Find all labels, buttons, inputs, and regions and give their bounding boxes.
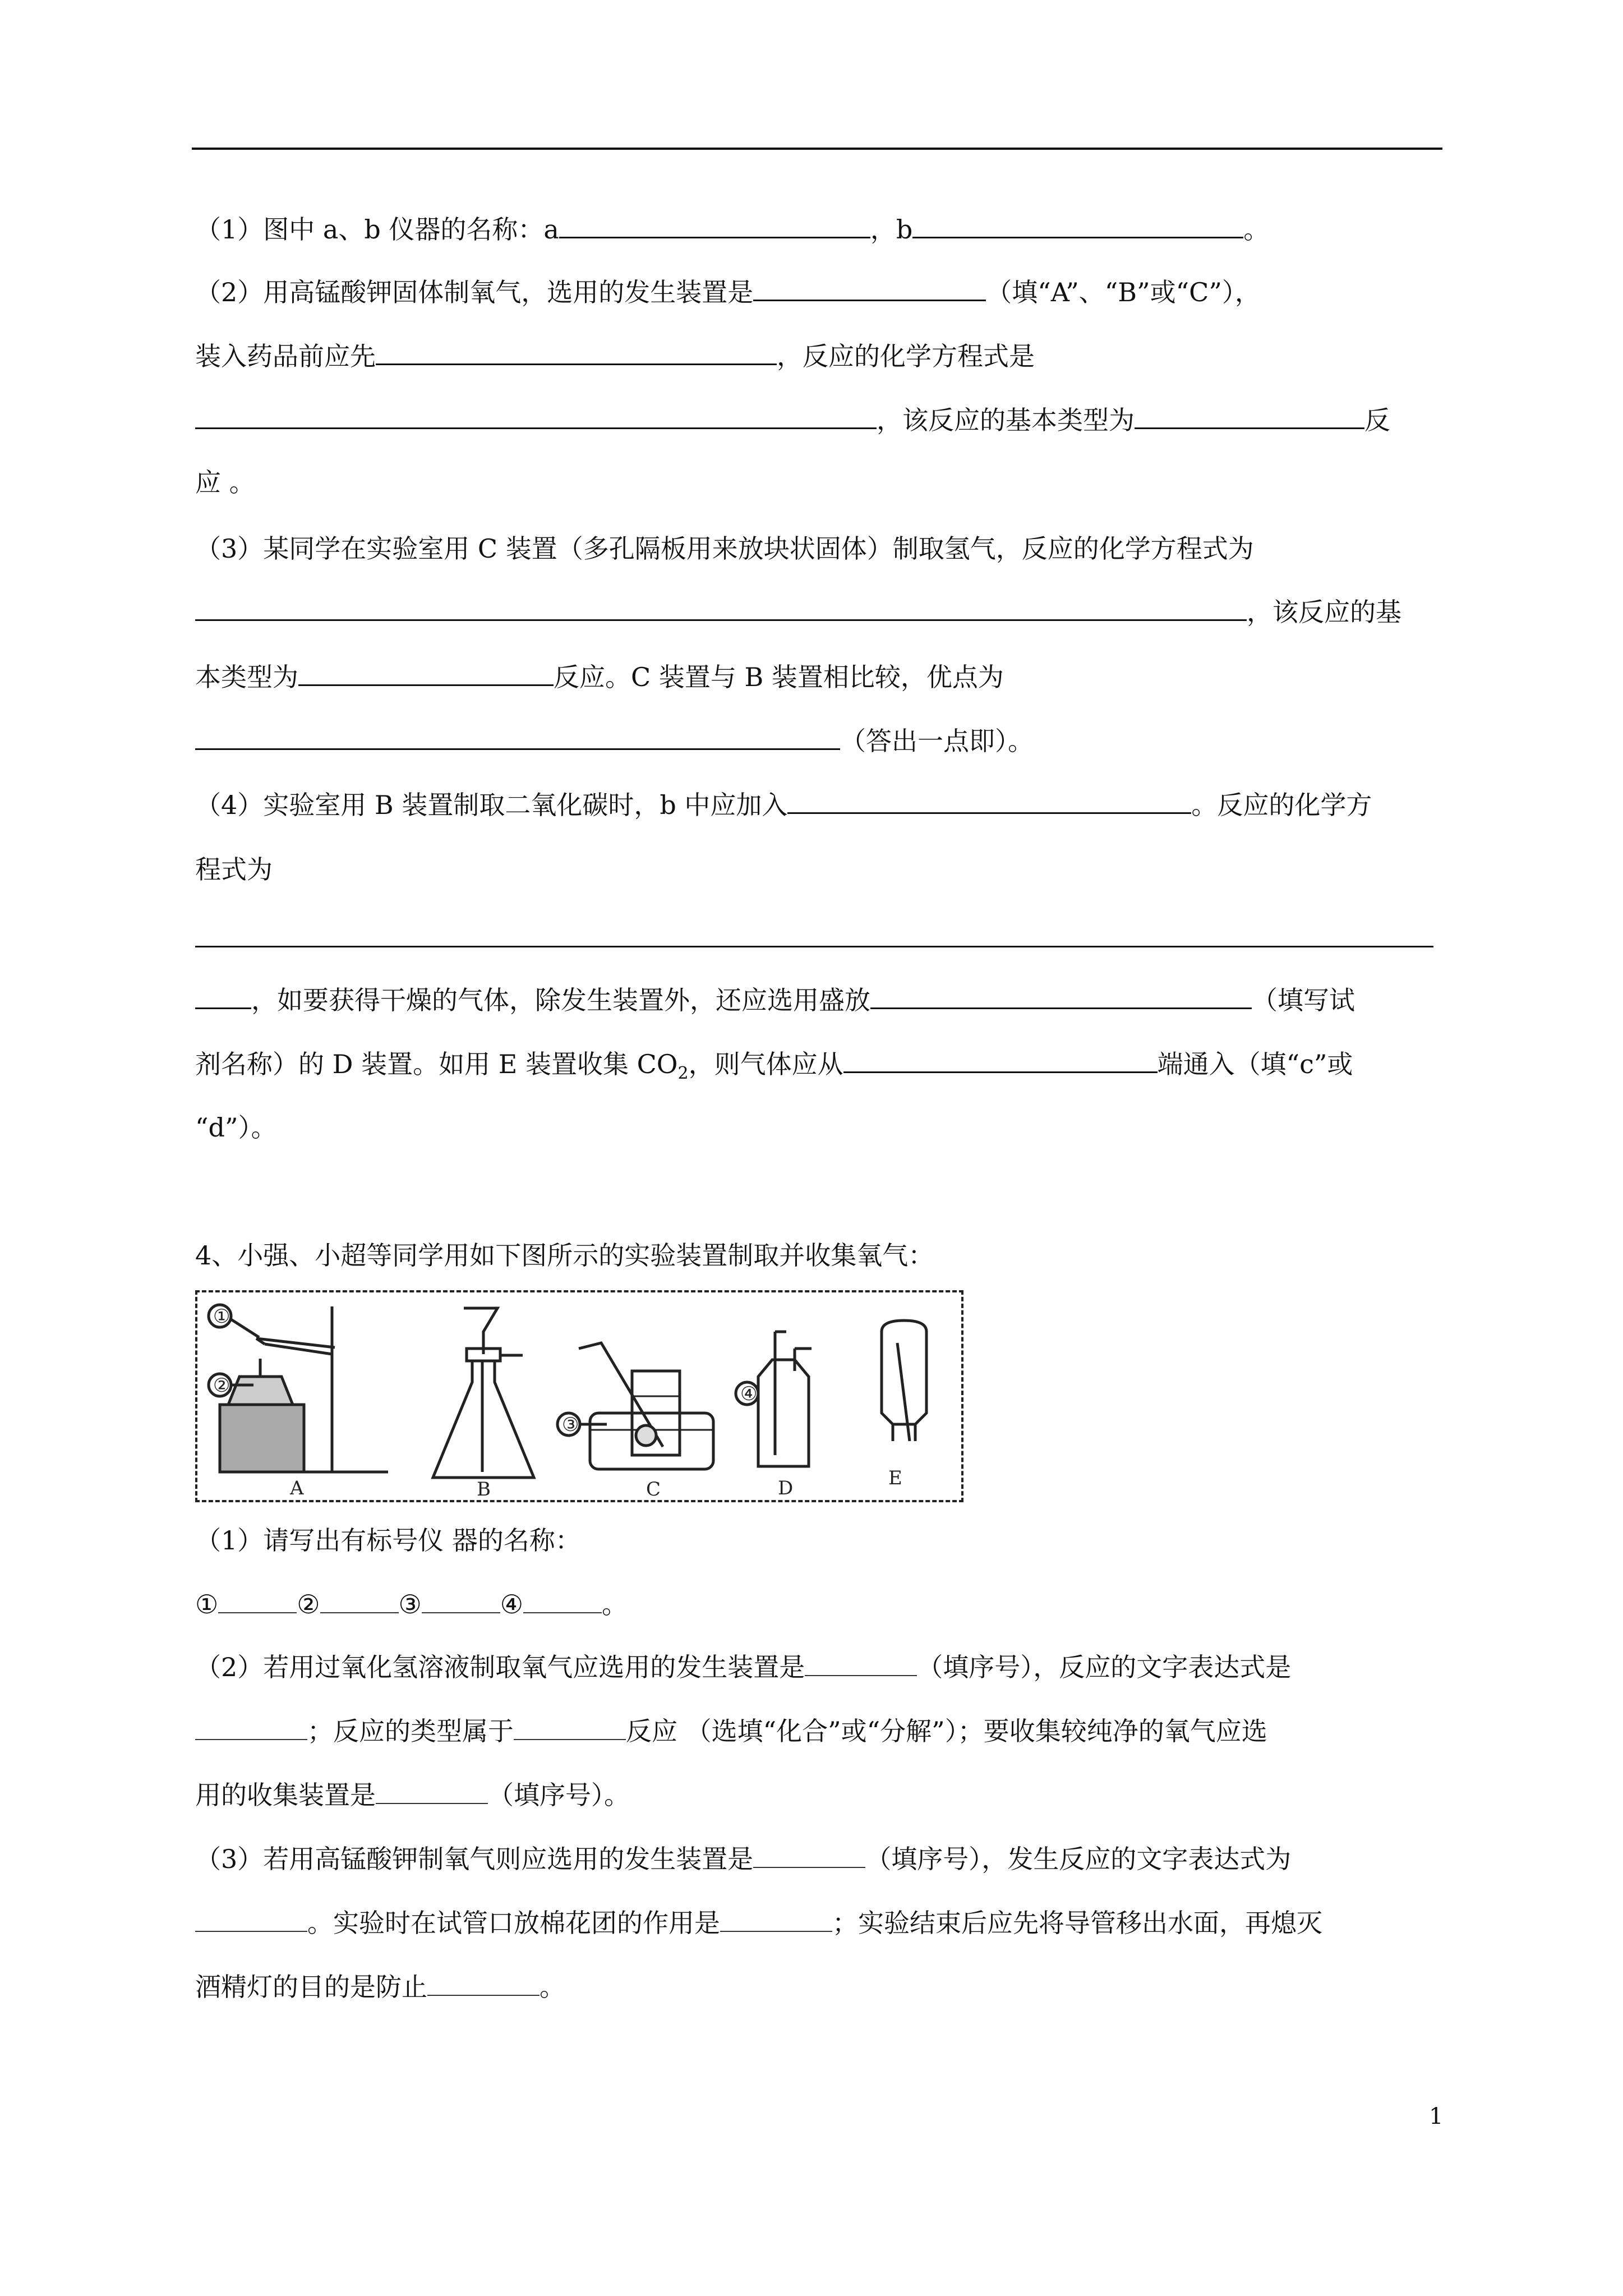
q3-part2-line1 <box>195 275 1261 309</box>
q4-part2-text-e: 用的收集装置是 <box>195 1780 376 1810</box>
answer-blank-b-content[interactable] <box>787 788 1191 814</box>
q3-part3-text-b: ，该反应的基 <box>1247 597 1401 627</box>
answer-blank-equation-3[interactable] <box>195 946 1433 947</box>
co2-subscript: 2 <box>677 1064 689 1084</box>
q3-part3-line4 <box>195 724 1034 758</box>
q3-part4-line5 <box>195 1111 276 1144</box>
q3-part3-text-d: 反应。C 装置与 B 装置相比较，优点为 <box>554 662 1004 692</box>
q4-part3-line2 <box>195 1906 1322 1940</box>
circle-num-2: ② <box>297 1589 320 1619</box>
q3-part3-line2 <box>195 595 1401 629</box>
answer-blank-prevent[interactable] <box>427 1970 540 1996</box>
figure-label-c: C <box>646 1478 661 1500</box>
header-rule <box>192 148 1442 150</box>
answer-blank-drying-agent[interactable] <box>870 983 1252 1009</box>
figure-label-d: D <box>778 1477 794 1499</box>
answer-blank-word-equation-2[interactable] <box>195 1906 307 1932</box>
answer-blank-inlet[interactable] <box>843 1047 1158 1073</box>
q3-part1-text: （1）图中 a、b 仪器的名称：a <box>195 214 559 245</box>
answer-blank-instrument-1[interactable] <box>218 1588 297 1613</box>
apparatus-e <box>882 1320 926 1441</box>
apparatus-figure <box>195 1290 963 1502</box>
q4-part2-line1 <box>195 1650 1291 1684</box>
q3-part2-text-g: 应 。 <box>195 467 255 498</box>
q3-part4-line4 <box>195 1047 1353 1091</box>
q3-part3-text-c: 本类型为 <box>195 662 298 692</box>
q3-part4-text-g: ，则气体应从 <box>688 1049 843 1079</box>
q4-part2-text-f: （填序号）。 <box>488 1780 630 1810</box>
q4-part3-text-e: 酒精灯的目的是防止 <box>195 1972 427 2002</box>
q3-part1-line <box>195 212 1269 246</box>
q4-part2-text-b: （填序号），反应的文字表达式是 <box>917 1652 1292 1682</box>
q3-part4-text-b: 。反应的化学方 <box>1191 790 1372 820</box>
figure-label-e: E <box>888 1467 902 1489</box>
q3-part2-text-e: ，该反应的基本类型为 <box>877 405 1135 435</box>
q4-part3-line3 <box>195 1970 565 2004</box>
q4-part1-end: 。 <box>602 1589 628 1619</box>
q3-part4-text-h: 端通入（填“c”或 <box>1157 1049 1353 1079</box>
q4-part2-text: （2）若用过氧化氢溶液制取氧气应选用的发生装置是 <box>195 1652 805 1682</box>
q3-part2-line3 <box>195 403 1390 437</box>
answer-blank-equation-3-end[interactable] <box>195 983 251 1009</box>
q3-part2-hint: （填“A”、“B”或“C”）， <box>986 277 1261 307</box>
q3-part4-text-e: （填写试 <box>1252 985 1355 1015</box>
answer-blank-instrument-4[interactable] <box>523 1588 602 1613</box>
q3-part4-text-c: 程式为 <box>195 854 273 885</box>
apparatus-a <box>209 1305 388 1472</box>
q4-part3-text-b: （填序号），发生反应的文字表达式为 <box>865 1844 1292 1874</box>
q3-part2-text-c: 装入药品前应先 <box>195 341 376 371</box>
q4-part2-text-d: 反应 （选填“化合”或“分解”）；要收集较纯净的氧气应选 <box>626 1716 1267 1746</box>
q4-part1-line1 <box>195 1524 581 1557</box>
circle-num-1: ① <box>195 1589 219 1619</box>
q4-title <box>195 1239 934 1272</box>
q3-part1-end: 。 <box>1243 214 1270 245</box>
q3-part2-line2 <box>195 339 1035 373</box>
answer-blank-reaction-type-1[interactable] <box>1135 403 1364 429</box>
q3-part3-line1 <box>195 532 1254 565</box>
q3-part2-text: （2）用高锰酸钾固体制氧气，选用的发生装置是 <box>195 277 754 307</box>
answer-blank-word-equation-1[interactable] <box>195 1714 307 1740</box>
q4-part3-text-d: ；实验结束后应先将导管移出水面，再熄灭 <box>832 1908 1322 1938</box>
answer-blank-advantage[interactable] <box>195 724 840 750</box>
apparatus-c <box>557 1343 713 1469</box>
q3-part4-text: （4）实验室用 B 装置制取二氧化碳时，b 中应加入 <box>195 790 788 820</box>
q3-part3-text-e: （答出一点即）。 <box>840 726 1034 756</box>
q4-part1-line2 <box>195 1588 628 1621</box>
answer-blank-collect-device[interactable] <box>376 1778 488 1804</box>
answer-blank-kmno4-device[interactable] <box>753 1842 865 1868</box>
q4-part3-text: （3）若用高锰酸钾制氧气则应选用的发生装置是 <box>195 1844 754 1874</box>
q4-part2-line2 <box>195 1714 1267 1748</box>
q4-part3-text-f: 。 <box>540 1972 565 2002</box>
q3-part1-text-b: ，b <box>870 214 913 245</box>
q4-part3-line1 <box>195 1842 1291 1876</box>
figure-num-1: ① <box>213 1305 230 1328</box>
figure-label-b: B <box>477 1478 491 1500</box>
q3-part2-text-f: 反 <box>1364 405 1390 435</box>
q3-part4-text-d: ，如要获得干燥的气体，除发生装置外，还应选用盛放 <box>251 985 870 1015</box>
q3-part4-line3 <box>195 983 1355 1017</box>
answer-blank-generator[interactable] <box>753 275 986 301</box>
answer-blank-instrument-3[interactable] <box>422 1588 500 1613</box>
figure-num-3: ③ <box>562 1414 579 1436</box>
q3-part2-text-d: ，反应的化学方程式是 <box>777 341 1035 371</box>
q3-part4-line1 <box>195 788 1372 822</box>
page-number: 1 <box>1429 2104 1444 2129</box>
q3-part3-text: （3）某同学在实验室用 C 装置（多孔隔板用来放块状固体）制取氢气，反应的化学方程式为 <box>195 533 1254 564</box>
answer-blank-equation-2[interactable] <box>195 595 1247 621</box>
q4-part3-text-c: 。实验时在试管口放棉花团的作用是 <box>307 1908 720 1938</box>
answer-blank-b[interactable] <box>912 212 1243 238</box>
answer-blank-cotton-purpose[interactable] <box>720 1906 832 1932</box>
figure-num-4: ④ <box>740 1383 758 1405</box>
answer-blank-reaction-type-3[interactable] <box>514 1714 626 1740</box>
q4-part2-line3 <box>195 1778 630 1812</box>
answer-blank-reaction-type-2[interactable] <box>298 660 554 686</box>
answer-blank-h2o2-device[interactable] <box>805 1650 917 1676</box>
answer-blank-a[interactable] <box>559 212 870 238</box>
figure-num-2: ② <box>213 1374 230 1397</box>
answer-blank-equation-1[interactable] <box>195 403 877 429</box>
answer-blank-before-loading[interactable] <box>376 339 777 365</box>
circle-num-4: ④ <box>500 1589 523 1619</box>
q3-part4-text-i: “d”）。 <box>195 1112 277 1143</box>
figure-label-a: A <box>290 1477 304 1499</box>
answer-blank-instrument-2[interactable] <box>320 1588 399 1613</box>
q4-part2-text-c: ；反应的类型属于 <box>307 1716 514 1746</box>
circle-num-3: ③ <box>398 1589 422 1619</box>
q3-part2-line4 <box>195 466 255 499</box>
apparatus-b <box>433 1308 534 1478</box>
q3-part4-text-f: 剂名称）的 D 装置。如用 E 装置收集 CO <box>195 1049 678 1079</box>
apparatus-drawing <box>197 1292 961 1500</box>
q3-part4-line2 <box>195 853 273 886</box>
q4-title-text: 4、小强、小超等同学用如下图所示的实验装置制取并收集氧气： <box>195 1240 934 1271</box>
q3-part3-line3 <box>195 660 1004 694</box>
q4-part1-text: （1）请写出有标号仪 器的名称： <box>195 1525 581 1556</box>
